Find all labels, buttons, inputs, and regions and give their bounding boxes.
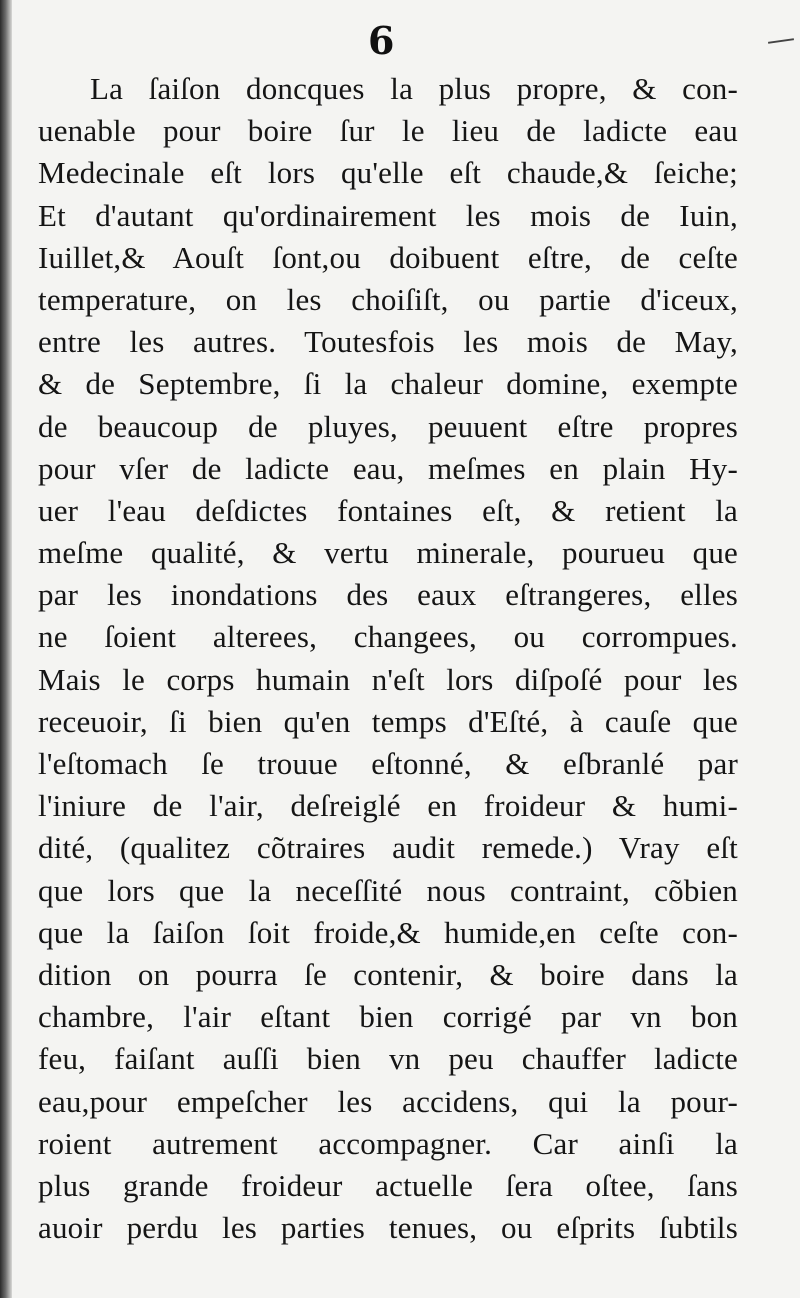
page-gutter-shadow (0, 0, 12, 1298)
text-line: uer l'eau deſdictes fontaines eſt, & retient la (38, 492, 738, 528)
text-line: meſme qualité, & vertu minerale, pourueu que (38, 535, 738, 571)
text-line: plus grande froideur actuelle ſera oſtee, ſans (38, 1167, 738, 1203)
text-line: auoir perdu les parties tenues, ou eſprits ſubtils (38, 1210, 738, 1246)
text-line: entre les autres. Toutesfois les mois de May, (38, 324, 738, 360)
text-line: de beaucoup de pluyes, peuuent eſtre propres (38, 408, 738, 444)
text-line: ne ſoient alterees, changees, ou corrompues. (38, 619, 738, 655)
text-line: dité, (qualitez cõtraires audit remede.) Vray eſt (38, 830, 738, 866)
text-line: Medecinale eſt lors qu'elle eſt chaude,& ſeiche; (38, 155, 738, 191)
text-line: Mais le corps humain n'eſt lors diſpoſé pour les (38, 661, 738, 697)
text-line: feu, faiſant auſſi bien vn peu chauffer ladicte (38, 1041, 738, 1077)
text-line: l'iniure de l'air, deſreiglé en froideur & humi- (38, 788, 738, 824)
text-line: Iuillet,& Aouſt ſont,ou doibuent eſtre, de ceſte (38, 239, 738, 275)
text-line: pour vſer de ladicte eau, meſmes en plain Hy- (38, 450, 738, 486)
text-line: l'eſtomach ſe trouue eſtonné, & eſbranlé par (38, 746, 738, 781)
text-line: chambre, l'air eſtant bien corrigé par vn bon (38, 999, 738, 1035)
text-line: par les inondations des eaux eſtrangeres, elles (38, 577, 738, 613)
text-line: que la ſaiſon ſoit froide,& humide,en ceſte con- (38, 914, 738, 950)
page-number: 6 (368, 18, 395, 63)
text-line: receuoir, ſi bien qu'en temps d'Eſté, à cauſe que (38, 703, 738, 739)
text-line: uenable pour boire ſur le lieu de ladicte eau (38, 113, 738, 149)
text-line: & de Septembre, ſi la chaleur domine, exempte (38, 366, 738, 402)
text-line: La ſaiſon doncques la plus propre, & con- (90, 71, 738, 106)
text-line: eau,pour empeſcher les accidens, qui la pour- (38, 1083, 738, 1119)
text-line: roient autrement accompagner. Car ainſi la (38, 1125, 738, 1161)
text-line: Et d'autant qu'ordinairement les mois de Iuin, (38, 197, 738, 233)
body-text (38, 68, 738, 1249)
page-edge-mark (768, 38, 794, 44)
text-line: que lors que la neceſſité nous contraint, cõbien (38, 872, 738, 908)
text-line: temperature, on les choiſiſt, ou partie d'iceux, (38, 281, 738, 317)
text-line: dition on pourra ſe contenir, & boire dans la (38, 956, 738, 992)
